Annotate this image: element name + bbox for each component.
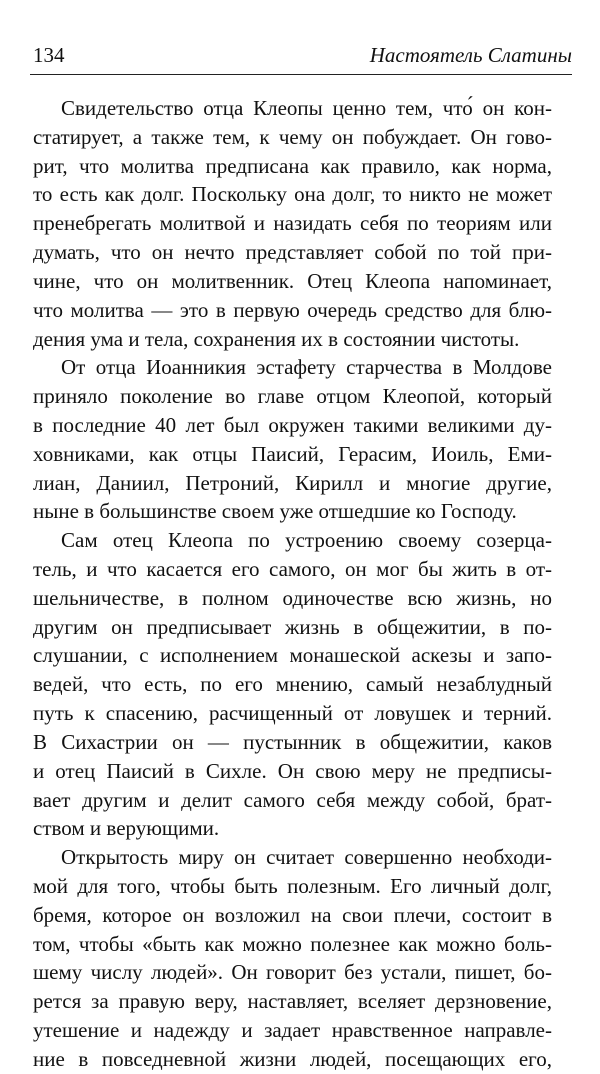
text-line: В Сихастрии он — пустынник в общежитии, каков <box>33 729 552 754</box>
text-line: и отец Паисий в Сихле. Он свою меру не предписы- <box>33 758 552 783</box>
text-line: статирует, а также тем, к чему он побуждает. Он гово- <box>33 124 552 149</box>
text-line: мой для того, чтобы быть полезным. Его личный долг, <box>33 873 552 898</box>
text-line: дения ума и тела, сохранения их в состоянии чистоты. <box>33 326 520 351</box>
text-line: думать, что он нечто представляет собой по той при- <box>33 240 552 265</box>
text-line: ныне в большинстве своем уже отшедшие ко Господу. <box>33 499 517 524</box>
body-text <box>33 94 552 1074</box>
text-line: ведей, что есть, по его мнению, самый незаблудный <box>33 672 552 697</box>
text-line: лиан, Даниил, Петроний, Кирилл и многие другие, <box>33 470 552 495</box>
text-line: ством и верующими. <box>33 816 220 841</box>
text-line: в последние 40 лет был окружен такими великими ду- <box>33 412 552 437</box>
text-line: шему числу людей». Он говорит без устали, пишет, бо- <box>33 960 552 985</box>
text-line: утешение и надежду и задает нравственное направле- <box>33 1018 552 1042</box>
text-line: Открытость миру он считает совершенно необходи- <box>61 845 552 870</box>
text-line: вает другим и делит самого себя между собой, брат- <box>33 787 552 812</box>
text-line: что молитва — это в первую очередь средство для блю- <box>33 297 552 322</box>
text-line: том, чтобы «быть как можно полезнее как можно боль- <box>33 931 552 956</box>
text-line: шельничестве, в полном одиночестве всю жизнь, но <box>33 585 552 610</box>
text-line: то есть как долг. Поскольку она долг, то никто не может <box>33 182 552 207</box>
running-header <box>30 40 572 75</box>
text-line: приняло поколение во главе отцом Клеопой, который <box>33 384 552 409</box>
text-line: ние в повседневной жизни людей, посещающих его, <box>33 1046 552 1071</box>
text-line: Свидетельство отца Клеопы ценно тем, что́ он кон- <box>61 96 552 120</box>
page-number: 134 <box>33 43 65 67</box>
text-line: От отца Иоанникия эстафету старчества в Молдове <box>61 355 552 380</box>
text-line: пренебрегать молитвой и назидать себя по теориям или <box>33 211 552 236</box>
text-line: рит, что молитва предписана как правило, как норма, <box>33 153 552 178</box>
text-line: Сам отец Клеопа по устроению своему созерца- <box>61 528 552 553</box>
text-line: слушании, с исполнением монашеской аскезы и запо- <box>33 643 552 668</box>
text-line: чине, что он молитвенник. Отец Клеопа напоминает, <box>33 268 552 293</box>
text-line: путь к спасению, расчищенный от ловушек и терний. <box>33 701 552 726</box>
text-line: рется за правую веру, наставляет, вселяет дерзновение, <box>33 989 552 1014</box>
text-line: ховниками, как отцы Паисий, Герасим, Иоиль, Еми- <box>33 441 552 466</box>
text-line: бремя, которое он возложил на свои плечи, состоит в <box>33 902 552 927</box>
book-title: Настоятель Слатины <box>369 43 572 67</box>
text-line: другим он предписывает жизнь в общежитии, в по- <box>33 614 552 639</box>
text-line: тель, и что касается его самого, он мог бы жить в от- <box>33 557 552 581</box>
